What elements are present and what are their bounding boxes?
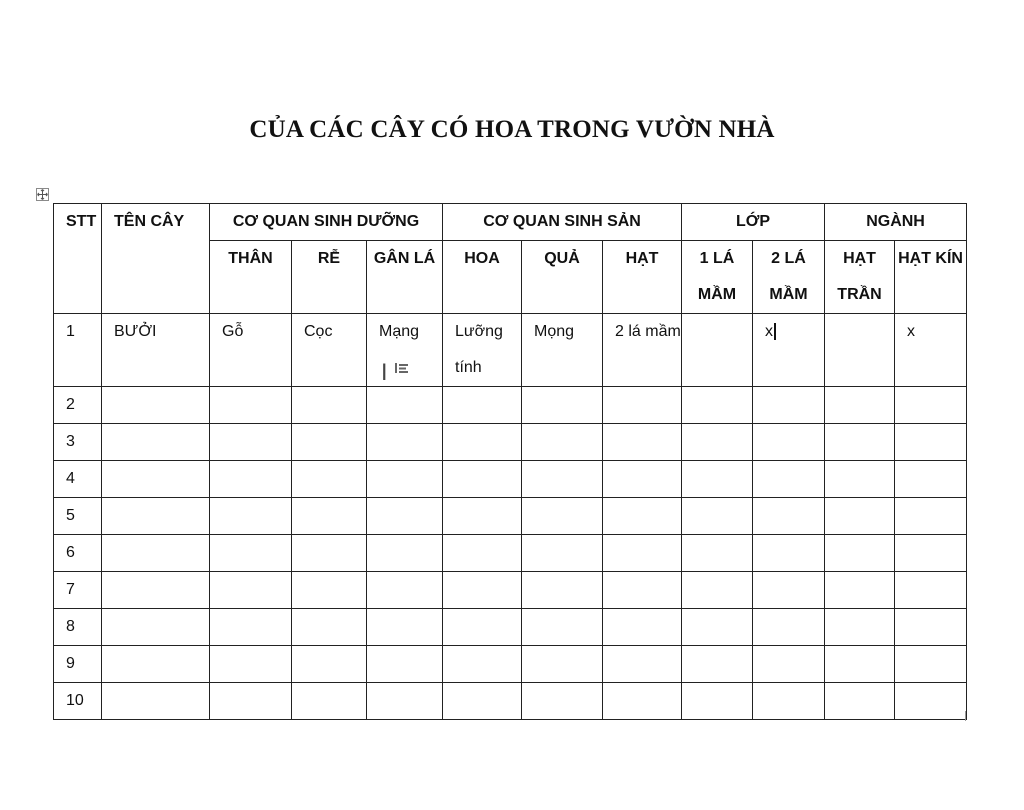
table-cell[interactable] bbox=[682, 646, 753, 683]
table-cell[interactable] bbox=[367, 387, 443, 424]
table-cell[interactable] bbox=[682, 424, 753, 461]
table-cell[interactable] bbox=[292, 609, 367, 646]
table-cell[interactable] bbox=[753, 461, 825, 498]
header-stt[interactable]: STT bbox=[54, 204, 102, 314]
header-than[interactable]: THÂN bbox=[210, 241, 292, 314]
table-cell[interactable] bbox=[292, 683, 367, 720]
table-cell[interactable] bbox=[825, 683, 895, 720]
table-cell[interactable] bbox=[603, 572, 682, 609]
table-cell[interactable] bbox=[443, 646, 522, 683]
table-cell[interactable] bbox=[753, 498, 825, 535]
table-cell[interactable] bbox=[895, 646, 967, 683]
table-cell[interactable] bbox=[753, 646, 825, 683]
table-row bbox=[54, 572, 967, 609]
table-cell[interactable] bbox=[367, 646, 443, 683]
table-cell[interactable] bbox=[682, 461, 753, 498]
header-hat-tran[interactable]: HẠT TRẦN bbox=[825, 241, 895, 314]
table-cell[interactable] bbox=[603, 535, 682, 572]
table-cell[interactable] bbox=[367, 535, 443, 572]
table-cell[interactable] bbox=[682, 683, 753, 720]
table-cell[interactable] bbox=[367, 498, 443, 535]
table-cell[interactable] bbox=[522, 387, 603, 424]
table-cell[interactable] bbox=[603, 646, 682, 683]
table-resize-mark bbox=[965, 711, 966, 721]
cell-stt[interactable]: 1 bbox=[54, 314, 102, 387]
table-cell[interactable] bbox=[367, 572, 443, 609]
table-row bbox=[54, 387, 967, 424]
table-cell[interactable] bbox=[825, 535, 895, 572]
table-cell[interactable] bbox=[210, 387, 292, 424]
table-cell[interactable] bbox=[292, 535, 367, 572]
table-cell[interactable] bbox=[682, 535, 753, 572]
table-cell[interactable] bbox=[292, 461, 367, 498]
table-cell[interactable]: Gỗ bbox=[210, 314, 292, 387]
header-1-la-mam[interactable]: 1 LÁ MẦM bbox=[682, 241, 753, 314]
table-row bbox=[54, 498, 967, 535]
i-beam-cursor-icon: I bbox=[381, 361, 388, 386]
header-co-quan-sinh-san[interactable]: CƠ QUAN SINH SẢN bbox=[443, 204, 682, 241]
table-cell[interactable] bbox=[825, 461, 895, 498]
table-cell[interactable] bbox=[753, 572, 825, 609]
table-cell[interactable] bbox=[443, 461, 522, 498]
cell-stt[interactable]: 4 bbox=[54, 461, 102, 498]
table-cell[interactable] bbox=[825, 424, 895, 461]
table-row bbox=[54, 609, 967, 646]
table-cell[interactable] bbox=[895, 609, 967, 646]
table-cell[interactable] bbox=[522, 535, 603, 572]
table-cell[interactable] bbox=[292, 572, 367, 609]
table-cell[interactable] bbox=[603, 609, 682, 646]
table-cell[interactable] bbox=[367, 424, 443, 461]
table-cell[interactable] bbox=[443, 683, 522, 720]
table-cell[interactable]: BƯỞI bbox=[102, 314, 210, 387]
table-cell[interactable] bbox=[895, 461, 967, 498]
table-cell[interactable] bbox=[522, 424, 603, 461]
table-row bbox=[54, 535, 967, 572]
table-cell[interactable] bbox=[682, 387, 753, 424]
header-nganh[interactable]: NGÀNH bbox=[825, 204, 967, 241]
cell-stt[interactable]: 3 bbox=[54, 424, 102, 461]
table-cell[interactable] bbox=[102, 535, 210, 572]
text-caret bbox=[774, 323, 776, 340]
table-cell[interactable] bbox=[443, 572, 522, 609]
table-cell[interactable] bbox=[825, 572, 895, 609]
header-row-1 bbox=[54, 204, 967, 241]
header-qua[interactable]: QUẢ bbox=[522, 241, 603, 314]
header-gan-la[interactable]: GÂN LÁ bbox=[367, 241, 443, 314]
table-cell[interactable] bbox=[210, 498, 292, 535]
table-cell[interactable] bbox=[682, 314, 753, 387]
document-title: CỦA CÁC CÂY CÓ HOA TRONG VƯỜN NHÀ bbox=[249, 116, 775, 143]
table-cell[interactable] bbox=[367, 683, 443, 720]
header-hoa[interactable]: HOA bbox=[443, 241, 522, 314]
table-cell[interactable] bbox=[102, 683, 210, 720]
table-cell[interactable] bbox=[753, 424, 825, 461]
table-cell[interactable] bbox=[443, 609, 522, 646]
header-re[interactable]: RỄ bbox=[292, 241, 367, 314]
cell-stt[interactable]: 5 bbox=[54, 498, 102, 535]
table-cell[interactable] bbox=[443, 498, 522, 535]
table-cell[interactable]: Lưỡng tính bbox=[443, 314, 522, 387]
table-cell[interactable] bbox=[102, 498, 210, 535]
table-cell[interactable]: Cọc bbox=[292, 314, 367, 387]
header-hat-kin[interactable]: HẠT KÍN bbox=[895, 241, 967, 314]
table-cell[interactable] bbox=[210, 572, 292, 609]
table-cell[interactable] bbox=[825, 314, 895, 387]
table-cell[interactable] bbox=[102, 424, 210, 461]
table-cell[interactable] bbox=[825, 387, 895, 424]
cell-stt[interactable]: 2 bbox=[54, 387, 102, 424]
table-cell[interactable] bbox=[292, 646, 367, 683]
table-cell[interactable] bbox=[522, 461, 603, 498]
table-cell[interactable]: x bbox=[895, 314, 967, 387]
table-cell[interactable] bbox=[603, 387, 682, 424]
plant-table[interactable] bbox=[53, 203, 967, 720]
header-ten-cay[interactable]: TÊN CÂY bbox=[102, 204, 210, 314]
table-cell[interactable] bbox=[210, 461, 292, 498]
table-cell[interactable] bbox=[102, 609, 210, 646]
table-cell[interactable] bbox=[210, 609, 292, 646]
table-cell[interactable] bbox=[603, 498, 682, 535]
table-row bbox=[54, 314, 967, 387]
cell-stt[interactable]: 9 bbox=[54, 646, 102, 683]
table-cell[interactable] bbox=[443, 424, 522, 461]
table-cell[interactable] bbox=[210, 683, 292, 720]
table-cell[interactable] bbox=[682, 609, 753, 646]
table-cell[interactable] bbox=[603, 424, 682, 461]
table-cell[interactable] bbox=[682, 572, 753, 609]
table-move-handle-icon[interactable] bbox=[36, 188, 49, 201]
cell-stt[interactable]: 7 bbox=[54, 572, 102, 609]
table-cell[interactable] bbox=[522, 572, 603, 609]
table-cell[interactable] bbox=[753, 387, 825, 424]
table-cell[interactable] bbox=[210, 424, 292, 461]
table-cell[interactable] bbox=[210, 535, 292, 572]
table-cell[interactable]: 2 lá mầm bbox=[603, 314, 682, 387]
header-lop[interactable]: LỚP bbox=[682, 204, 825, 241]
table-cell[interactable] bbox=[292, 424, 367, 461]
table-cell[interactable] bbox=[825, 609, 895, 646]
table-cell[interactable] bbox=[443, 535, 522, 572]
header-co-quan-sinh-duong[interactable]: CƠ QUAN SINH DƯỠNG bbox=[210, 204, 443, 241]
table-cell[interactable] bbox=[682, 498, 753, 535]
header-2-la-mam[interactable]: 2 LÁ MẦM bbox=[753, 241, 825, 314]
table-row bbox=[54, 461, 967, 498]
table-cell[interactable] bbox=[895, 683, 967, 720]
table-cell[interactable] bbox=[895, 535, 967, 572]
table-cell[interactable] bbox=[895, 498, 967, 535]
table-row bbox=[54, 424, 967, 461]
table-cell[interactable] bbox=[522, 683, 603, 720]
table-cell[interactable] bbox=[210, 646, 292, 683]
table-cell[interactable] bbox=[367, 461, 443, 498]
table-cell[interactable]: x bbox=[753, 314, 825, 387]
table-cell[interactable] bbox=[292, 498, 367, 535]
table-row bbox=[54, 646, 967, 683]
table-cell[interactable] bbox=[753, 535, 825, 572]
table-cell[interactable] bbox=[753, 683, 825, 720]
cell-stt[interactable]: 10 bbox=[54, 683, 102, 720]
table-cell[interactable]: Mạng bbox=[367, 314, 443, 387]
table-cell[interactable] bbox=[895, 572, 967, 609]
cell-stt[interactable]: 6 bbox=[54, 535, 102, 572]
header-hat[interactable]: HẠT bbox=[603, 241, 682, 314]
table-cell[interactable] bbox=[753, 609, 825, 646]
cell-stt[interactable]: 8 bbox=[54, 609, 102, 646]
cursor-hint-icon bbox=[395, 362, 409, 374]
table-cell[interactable] bbox=[102, 461, 210, 498]
table-cell[interactable] bbox=[522, 609, 603, 646]
table-cell[interactable] bbox=[102, 387, 210, 424]
table-row bbox=[54, 683, 967, 720]
table-cell[interactable]: Mọng bbox=[522, 314, 603, 387]
table-cell[interactable] bbox=[895, 424, 967, 461]
table-cell[interactable] bbox=[367, 609, 443, 646]
table-cell[interactable] bbox=[102, 646, 210, 683]
table-cell[interactable] bbox=[895, 387, 967, 424]
table-cell[interactable] bbox=[603, 683, 682, 720]
table-cell[interactable] bbox=[292, 387, 367, 424]
table-cell[interactable] bbox=[102, 572, 210, 609]
table-cell[interactable] bbox=[522, 646, 603, 683]
table-cell[interactable] bbox=[603, 461, 682, 498]
table-cell[interactable] bbox=[825, 498, 895, 535]
table-cell[interactable] bbox=[443, 387, 522, 424]
table-cell[interactable] bbox=[825, 646, 895, 683]
table-cell[interactable] bbox=[522, 498, 603, 535]
